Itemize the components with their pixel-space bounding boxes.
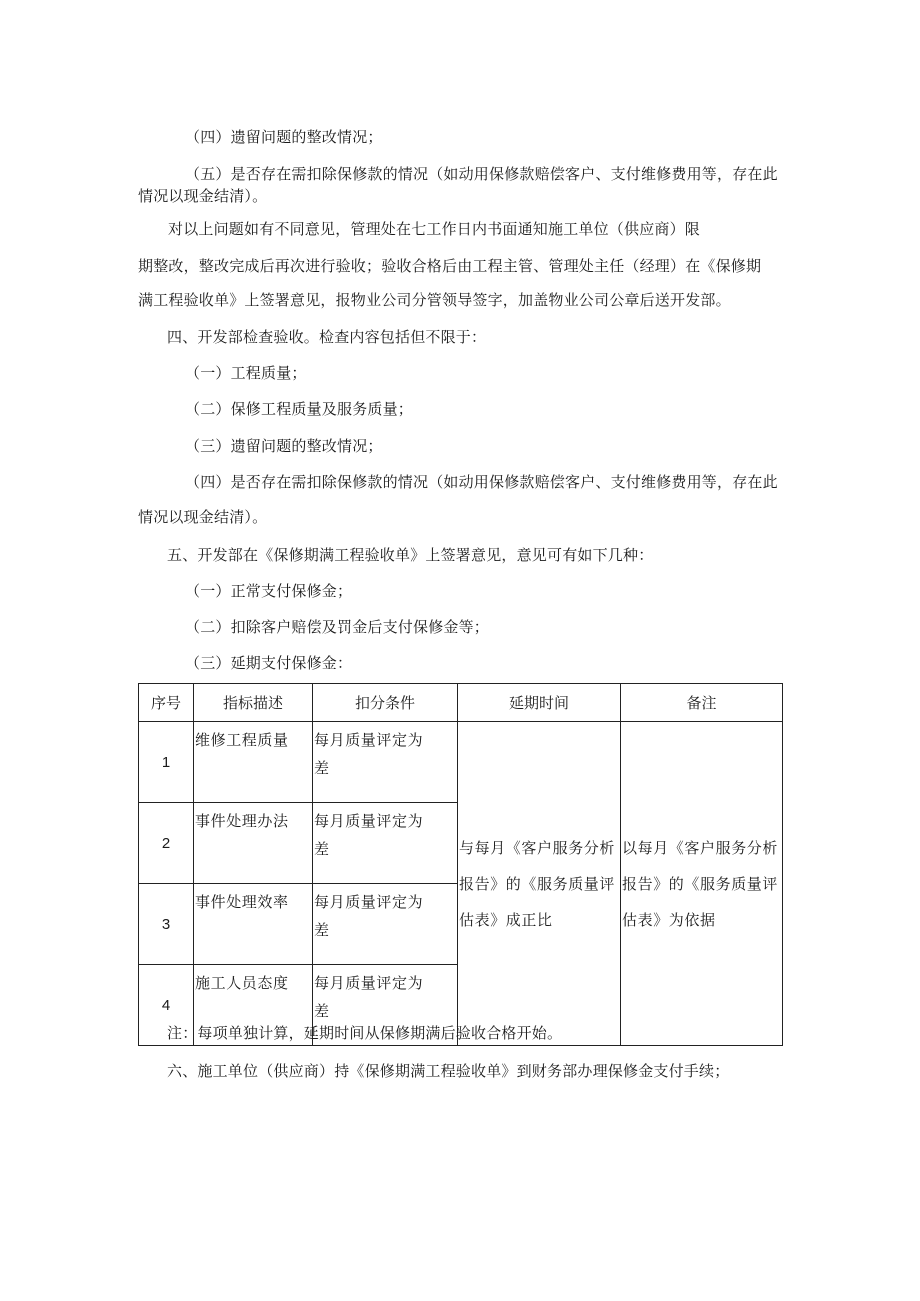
section-heading: 四、开发部检查验收。检查内容包括但不限于：	[167, 328, 487, 346]
delay-line: 报告》的《服务质量评	[459, 874, 616, 893]
delay-cell	[458, 722, 621, 1046]
row-number: 3	[139, 884, 194, 965]
remark-line: 报告》的《服务质量评	[622, 874, 779, 893]
deferral-table	[138, 683, 783, 1046]
paragraph-line: （一）工程质量；	[185, 364, 307, 382]
header-no: 序号	[139, 684, 194, 722]
paragraph-line: 情况以现金结清）。	[138, 508, 268, 526]
condition-line: 差	[314, 840, 330, 858]
paragraph-line: （四）遗留问题的整改情况；	[185, 128, 383, 146]
section-heading: 五、开发部在《保修期满工程验收单》上签署意见，意见可有如下几种：	[167, 546, 654, 564]
paragraph-line: （五）是否存在需扣除保修款的情况（如动用保修款赔偿客户、支付维修费用等，存在此	[185, 165, 778, 183]
paragraph-line: （四）是否存在需扣除保修款的情况（如动用保修款赔偿客户、支付维修费用等，存在此	[185, 473, 778, 491]
condition-line: 每月质量评定为	[314, 893, 424, 911]
condition-line: 每月质量评定为	[314, 812, 424, 830]
remark-cell	[621, 722, 783, 1046]
paragraph-line: 满工程验收单》上签署意见，报物业公司分管领导签字，加盖物业公司公章后送开发部。	[138, 291, 731, 309]
condition-line: 差	[314, 1002, 330, 1020]
condition-line: 差	[314, 759, 330, 777]
paragraph-line: （一）正常支付保修金；	[185, 582, 353, 600]
row-condition	[313, 803, 458, 884]
row-number: 1	[139, 722, 194, 803]
row-description: 事件处理效率	[194, 884, 313, 965]
row-number: 4	[139, 965, 194, 1046]
paragraph-line: （二）扣除客户赔偿及罚金后支付保修金等；	[185, 618, 490, 636]
table-note: 注：每项单独计算，延期时间从保修期满后验收合格开始。	[167, 1024, 563, 1042]
row-condition	[313, 722, 458, 803]
paragraph-line: 期整改，整改完成后再次进行验收；验收合格后由工程主管、管理处主任（经理）在《保修期	[138, 257, 762, 275]
paragraph-line: 对以上问题如有不同意见，管理处在七工作日内书面通知施工单位（供应商）限	[168, 220, 701, 238]
section-heading: 六、施工单位（供应商）持《保修期满工程验收单》到财务部办理保修金支付手续；	[167, 1062, 730, 1080]
remark-line: 以每月《客户服务分析	[622, 838, 779, 857]
paragraph-line: 情况以现金结清）。	[138, 187, 268, 205]
row-number: 2	[139, 803, 194, 884]
row-condition	[313, 884, 458, 965]
delay-line: 与每月《客户服务分析	[459, 838, 616, 857]
table-row	[139, 722, 783, 803]
row-description: 维修工程质量	[194, 722, 313, 803]
table-header-row	[139, 684, 783, 722]
condition-line: 每月质量评定为	[314, 974, 424, 992]
row-description: 事件处理办法	[194, 803, 313, 884]
condition-line: 每月质量评定为	[314, 731, 424, 749]
header-remark: 备注	[621, 684, 783, 722]
paragraph-line: （三）遗留问题的整改情况；	[185, 437, 383, 455]
header-delay: 延期时间	[458, 684, 621, 722]
row-description: 施工人员态度	[194, 965, 313, 1046]
paragraph-line: （三）延期支付保修金：	[185, 654, 353, 672]
paragraph-line: （二）保修工程质量及服务质量；	[185, 400, 414, 418]
header-desc: 指标描述	[194, 684, 313, 722]
remark-line: 估表》为依据	[622, 910, 716, 929]
delay-line: 估表》成正比	[459, 910, 553, 929]
header-condition: 扣分条件	[313, 684, 458, 722]
condition-line: 差	[314, 921, 330, 939]
